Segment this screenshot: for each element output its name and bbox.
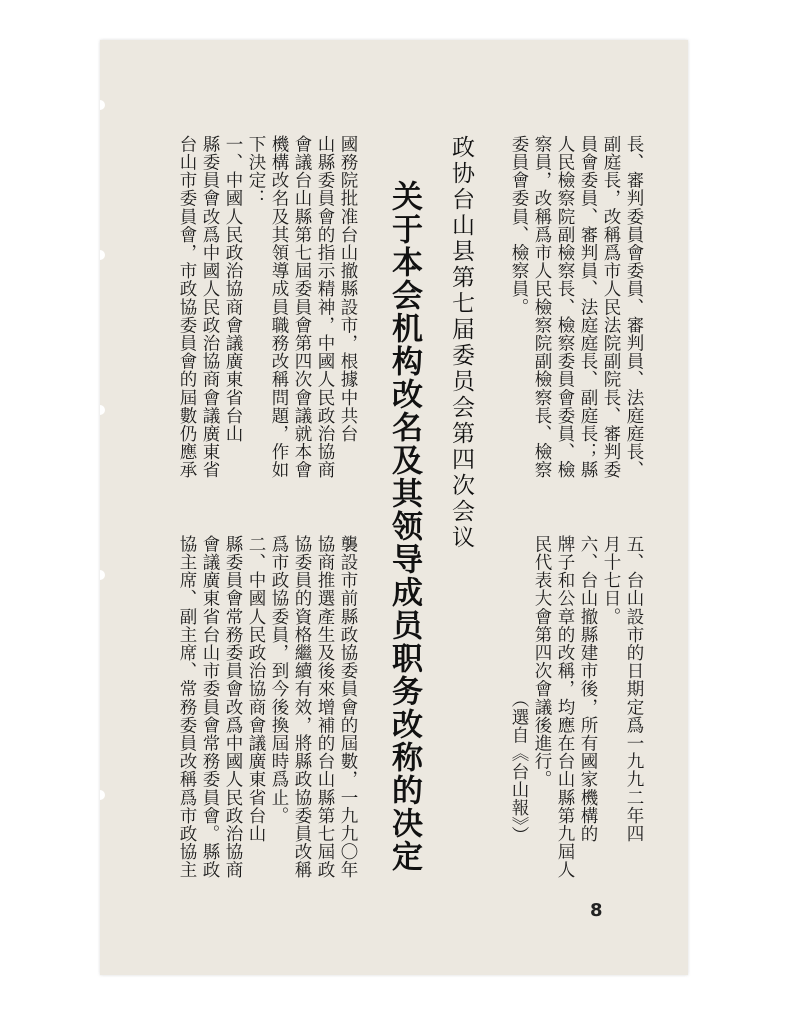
left-upper-col-5: 下決定： [246,135,266,208]
right-lower-col-3: 六、台山撤縣建市後，所有國家機構的 [578,535,598,843]
source-citation: （選自《台山報》） [509,690,529,845]
left-upper-col-1: 國務院批准台山撤縣設市，根據中共台 [338,135,358,443]
left-lower-col-3: 協委員的資格繼續有效，將縣政協委員改稱 [292,535,312,879]
right-upper-col-3: 員會委員、審判員、法庭庭長、副庭長；縣 [578,135,598,479]
right-lower-col-2: 月十七日。 [601,535,621,626]
right-upper-col-5: 察員，改稱爲市人民檢察院副檢察長、檢察 [532,135,552,479]
binding-hole [100,250,105,260]
left-lower-col-5: 二、中國人民政治協商會議廣東省台山 [246,535,266,843]
right-upper-col-4: 人民檢察院副檢察長、檢察委員會委員、檢 [555,135,575,479]
left-upper-col-6: 一、中國人民政治協商會議廣東省台山 [223,135,243,443]
binding-hole [100,570,105,580]
left-upper-col-2: 山縣委員會的指示精神，中國人民政治協商 [315,135,335,479]
left-lower-col-7: 會議廣東省台山市委員會常務委員會。縣政 [200,535,220,879]
right-upper-col-6: 委員會委員、檢察員。 [509,135,529,316]
left-upper-col-4: 機構改名及其領導成員職務改稱問題，作如 [269,135,289,479]
left-lower-col-8: 協主席、副主席、常務委員改稱爲市政協主 [177,535,197,879]
right-upper-col-2: 副庭長，改稱爲市人民法院副院長、審判委 [601,135,621,479]
left-lower-col-1: 襲設市前縣政協委員會的屆數，一九九〇年 [338,535,358,879]
right-upper-col-1: 長、審判委員會委員、審判員、法庭庭長、 [624,135,644,479]
right-lower-col-4: 牌子和公章的改稱，均應在台山縣第九屆人 [555,535,575,879]
page-number: 8 [590,900,603,921]
right-lower-col-5: 民代表大會第四次會議後進行。 [532,535,552,789]
left-upper-col-8: 台山市委員會，市政協委員會的屆數仍應承 [177,135,197,479]
book-page [100,40,688,975]
document-title: 政协台山县第七届委员会第四次会议 [448,135,474,551]
decision-heading: 关于本会机构改名及其领导成员职务改称的决定 [386,180,422,873]
left-upper-col-7: 縣委員會改爲中國人民政治協商會議廣東省 [200,135,220,479]
binding-hole [100,100,105,110]
left-upper-col-3: 會議台山縣第七屆委員會第四次會議就本會 [292,135,312,479]
left-lower-col-4: 爲市政協委員，到今後換屆時爲止。 [269,535,289,825]
right-lower-col-1: 五、台山設市的日期定爲一九九二年四 [624,535,644,843]
left-lower-col-2: 協商推選產生及後來增補的台山縣第七屆政 [315,535,335,879]
binding-hole [100,790,105,800]
binding-hole [100,405,105,415]
left-lower-col-6: 縣委員會常務委員會改爲中國人民政治協商 [223,535,243,879]
